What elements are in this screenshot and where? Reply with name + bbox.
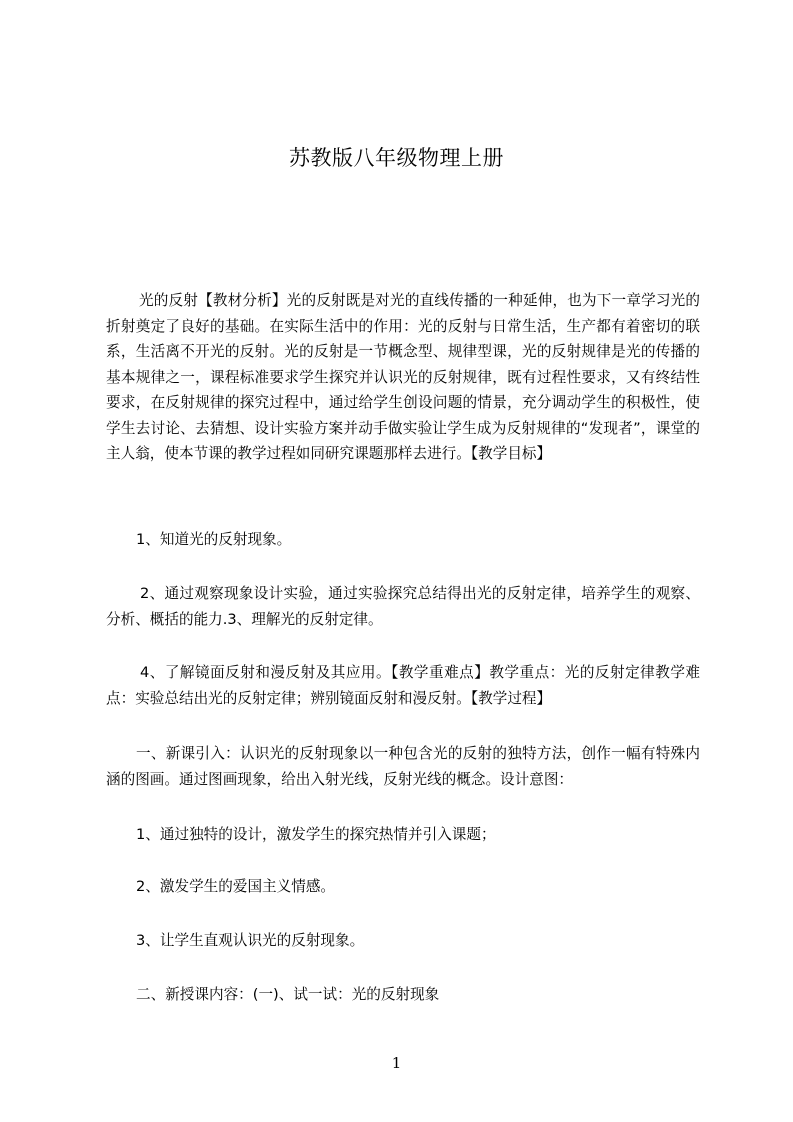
- document-title: 苏教版八年级物理上册: [289, 146, 504, 170]
- paragraph-intent-2: 2、激发学生的爱国主义情感。: [136, 878, 336, 895]
- paragraph-lesson-intro: 一、新课引入：认识光的反射现象以一种包含光的反射的独特方法，创作一幅有特殊内涵的图画。通过图画现象，给出入射光线，反射光线的概念。设计意图：: [106, 745, 700, 788]
- paragraph-new-lesson: 二、新授课内容：(一)、试一试：光的反射现象: [136, 986, 440, 1003]
- paragraph-intent-3: 3、让学生直观认识光的反射现象。: [136, 932, 365, 949]
- paragraph-goal-4-key-points: 4、了解镜面反射和漫反射及其应用。【教学重难点】教学重点：光的反射定律教学难点：实验总结出光的反射定律；辨别镜面反射和漫反射。【教学过程】: [106, 664, 700, 707]
- paragraph-intent-1: 1、通过独特的设计，激发学生的探究热情并引入课题；: [136, 826, 496, 843]
- paragraph-goal-2-3: 2、通过观察现象设计实验，通过实验探究总结得出光的反射定律，培养学生的观察、分析、概括的能力.3、理解光的反射定律。: [106, 585, 700, 628]
- paragraph-goal-1: 1、知道光的反射现象。: [136, 531, 292, 548]
- page-number: 1: [391, 1054, 402, 1072]
- paragraph-material-analysis: 光的反射【教材分析】光的反射既是对光的直线传播的一种延伸，也为下一章学习光的折射奠定了良好的基础。在实际生活中的作用：光的反射与日常生活，生产都有着密切的联系，生活离不开光的反射。光的反射是一节概念型、规律型课，光的反射规律是光的传播的基本规律之一，课程标准要求学生探究并认识光的反射规律，既有过程性要求，又有终结性要求，在反射规律的探究过程中，通过给学生创设问题的情景，充分调动学生的积极性，使学生去讨论、去猜想、设计实验方案并动手做实验让学生成为反射规律的“发现者”，课堂的主人翁，使本节课的教学过程如同研究课题那样去进行。【教学目标】: [106, 292, 700, 462]
